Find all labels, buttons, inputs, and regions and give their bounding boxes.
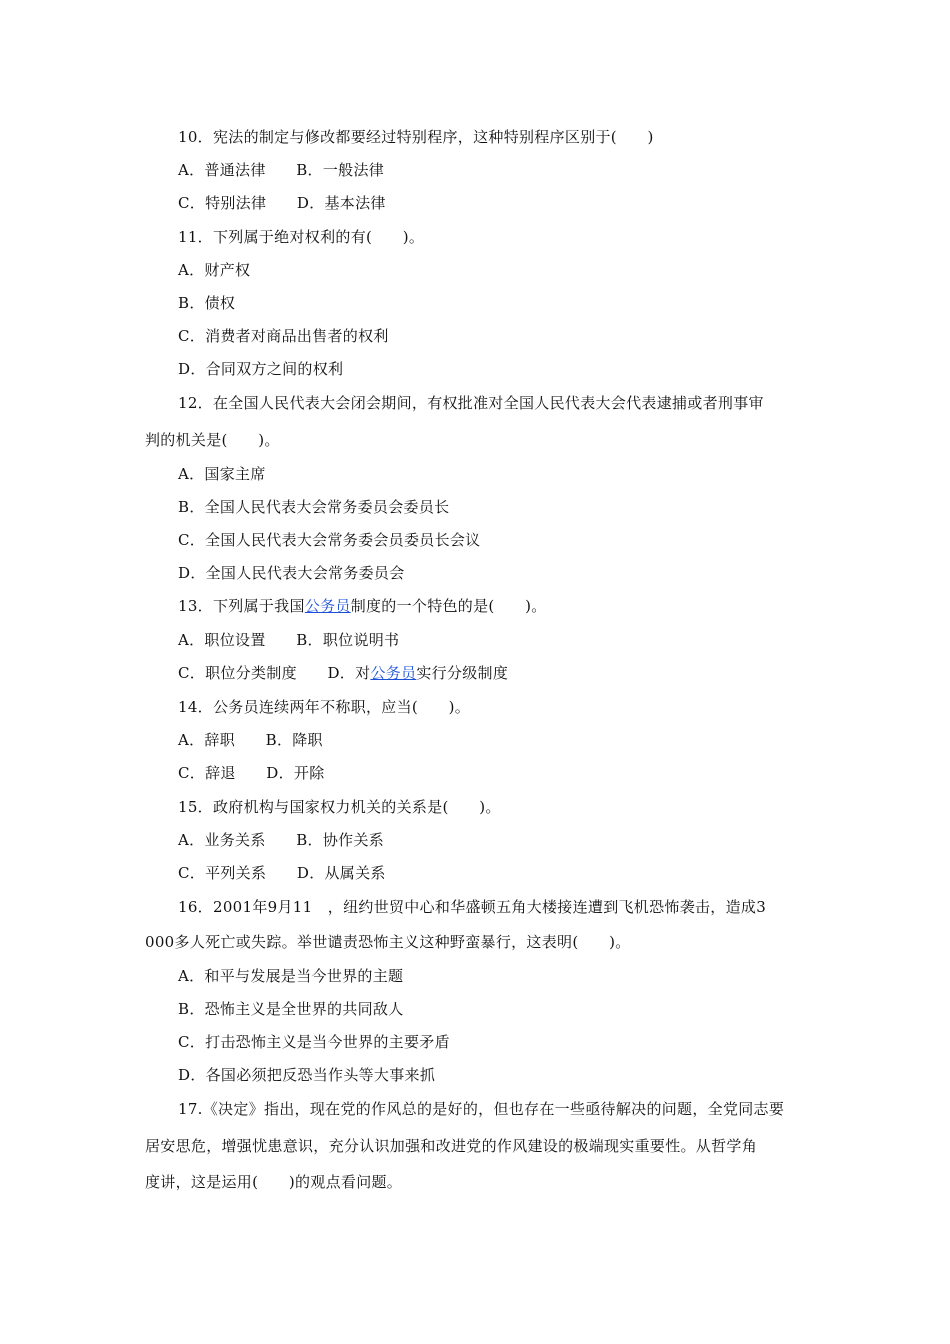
- q14-options-row2: C．辞退 D．开除: [178, 764, 325, 782]
- q11-option-d: D．合同双方之间的权利: [178, 360, 344, 378]
- q15-options-row2: C．平列关系 D．从属关系: [178, 864, 386, 882]
- q16-stem-line2: 000多人死亡或失踪。举世谴责恐怖主义这种野蛮暴行，这表明( )。: [145, 933, 631, 951]
- q16-option-c: C．打击恐怖主义是当今世界的主要矛盾: [178, 1033, 450, 1051]
- q12-stem-line2: 判的机关是( )。: [145, 431, 280, 449]
- civil-servant-link-2[interactable]: 公务员: [370, 664, 417, 682]
- q17-stem-line2: 居安思危，增强忧患意识，充分认识加强和改进党的作风建设的极端现实重要性。从哲学角: [145, 1137, 758, 1155]
- q12-option-c: C．全国人民代表大会常务委会员委员长会议: [178, 531, 481, 549]
- q13-options-row2-suffix: 实行分级制度: [416, 664, 509, 682]
- q12-option-a: A．国家主席: [178, 465, 266, 483]
- q10-stem: 10．宪法的制定与修改都要经过特别程序，这种特别程序区别于( ): [178, 128, 654, 146]
- q17-stem-line1: 17.《决定》指出，现在党的作风总的是好的，但也存在一些亟待解决的问题，全党同志要: [178, 1100, 785, 1118]
- q11-option-a: A．财产权: [178, 261, 251, 279]
- q14-options-row1: A．辞职 B．降职: [178, 731, 323, 749]
- q12-option-d: D．全国人民代表大会常务委员会: [178, 564, 405, 582]
- q11-stem: 11．下列属于绝对权利的有( )。: [178, 228, 425, 246]
- q13-stem: [178, 596, 547, 616]
- q16-option-a: A．和平与发展是当今世界的主题: [178, 967, 404, 985]
- q15-options-row1: A．业务关系 B．协作关系: [178, 831, 385, 849]
- q15-stem: 15．政府机构与国家权力机关的关系是( )。: [178, 798, 501, 816]
- q16-stem-line1: 16．2001年9月11 ，纽约世贸中心和华盛顿五角大楼接连遭到飞机恐怖袭击，造成3: [178, 898, 767, 916]
- q11-option-b: B．债权: [178, 294, 236, 312]
- q13-options-row2-prefix: C．职位分类制度 D．对: [178, 664, 371, 682]
- q13-stem-suffix: 制度的一个特色的是( )。: [350, 597, 547, 615]
- civil-servant-link[interactable]: 公务员: [304, 597, 351, 615]
- q13-stem-prefix: 13．下列属于我国: [178, 597, 305, 615]
- q12-option-b: B．全国人民代表大会常务委员会委员长: [178, 498, 450, 516]
- q11-option-c: C．消费者对商品出售者的权利: [178, 327, 389, 345]
- q14-stem: 14．公务员连续两年不称职，应当( )。: [178, 698, 471, 716]
- q10-options-row2: C．特别法律 D．基本法律: [178, 194, 386, 212]
- q17-stem-line3: 度讲，这是运用( )的观点看问题。: [145, 1173, 403, 1191]
- q16-option-b: B．恐怖主义是全世界的共同敌人: [178, 1000, 404, 1018]
- q12-stem-line1: 12．在全国人民代表大会闭会期间，有权批准对全国人民代表大会代表逮捕或者刑事审: [178, 394, 764, 412]
- q16-option-d: D．各国必须把反恐当作头等大事来抓: [178, 1066, 436, 1084]
- q13-options-row1: A．职位设置 B．职位说明书: [178, 631, 400, 649]
- q10-options-row1: A．普通法律 B．一般法律: [178, 161, 385, 179]
- q13-options-row2: [178, 663, 508, 683]
